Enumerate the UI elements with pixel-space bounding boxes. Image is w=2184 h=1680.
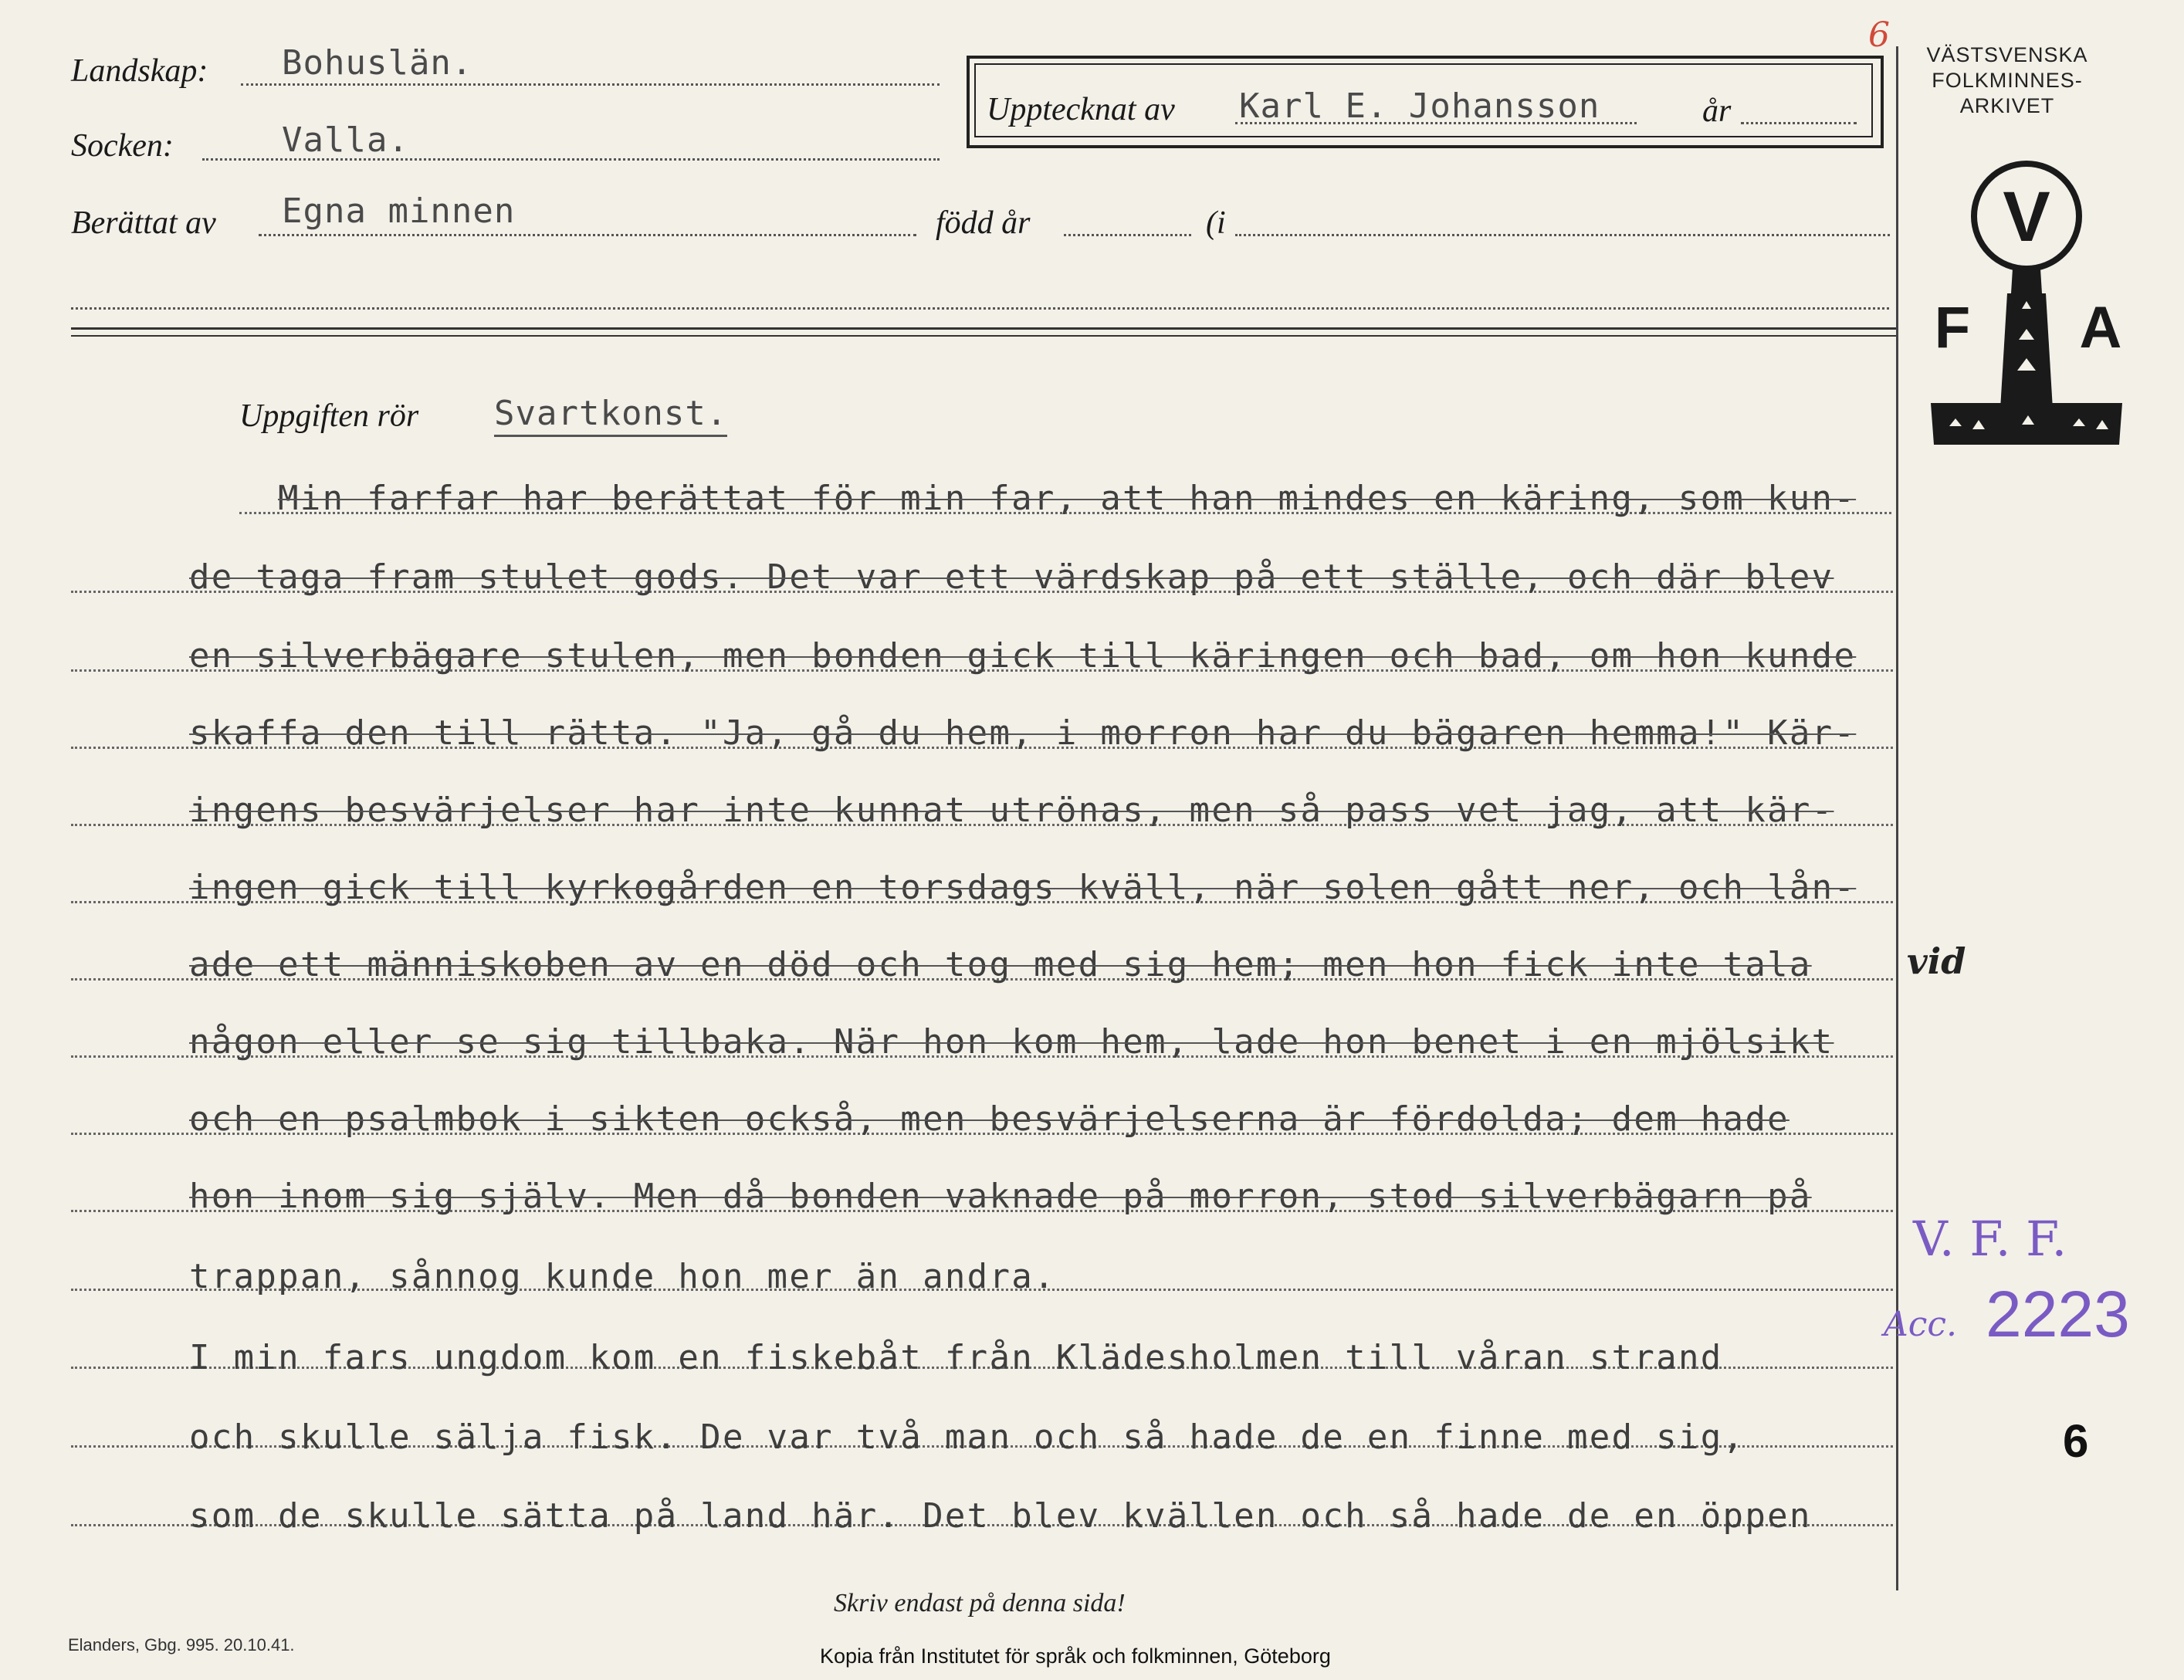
uppt-label: Upptecknat av xyxy=(987,92,1175,127)
body-line-3: en silverbägare stulen, men bonden gick till käringen och bad, om hon kunde xyxy=(189,636,1857,676)
vff-stamp-line: V. F. F. xyxy=(1913,1211,2067,1267)
paren-label: (i xyxy=(1206,205,1226,241)
landskap-value: Bohuslän. xyxy=(282,43,473,83)
header-rule-bottom xyxy=(71,335,1897,337)
body-line-11: trappan, sånnog kunde hon mer än andra. xyxy=(189,1257,1056,1296)
header-rule-top xyxy=(71,327,1897,330)
archive-name-line3: ARKIVET xyxy=(1959,94,2055,117)
landskap-label: Landskap: xyxy=(71,53,208,89)
body-line-1: Min farfar har berättat för min far, att han mindes en käring, som kun- xyxy=(278,479,1857,518)
archive-name-line1: VÄSTSVENSKA xyxy=(1926,43,2088,66)
vfa-logo xyxy=(1926,154,2127,479)
body-line-8: någon eller se sig tillbaka. När hon kom hem, lade hon benet i en mjölsikt xyxy=(189,1022,1834,1062)
margin-rule xyxy=(1896,46,1898,1590)
uppt-value: Karl E. Johansson xyxy=(1239,86,1600,126)
fodd-label: född år xyxy=(936,205,1031,241)
subject-label: Uppgiften rör xyxy=(239,398,419,434)
logo-right-letter: A xyxy=(2079,295,2122,361)
footer-instruction: Skriv endast på denna sida! xyxy=(834,1589,1126,1617)
body-line-12: I min fars ungdom kom en fiskebåt från Klädesholmen till våran strand xyxy=(189,1338,1723,1377)
berattat-dotted-line xyxy=(259,234,916,236)
paren-dotted-line xyxy=(1235,234,1890,236)
socken-label: Socken: xyxy=(71,128,174,164)
ar-label: år xyxy=(1702,93,1732,129)
logo-left-letter: F xyxy=(1934,295,1971,361)
ar-dotted-line xyxy=(1741,122,1857,124)
copyright-note: Kopia från Institutet för språk och folkminnen, Göteborg xyxy=(820,1644,1331,1668)
acc-stamp-number: 2223 xyxy=(1986,1278,2130,1350)
berattat-value: Egna minnen xyxy=(282,191,516,231)
body-line-13: och skulle sälja fisk. De var två man och så hade de en finne med sig, xyxy=(189,1418,1746,1457)
body-line-4: skaffa den till rätta. "Ja, gå du hem, i morron har du bägaren hemma!" Kär- xyxy=(189,713,1857,753)
blank-dotted-line xyxy=(71,307,1889,310)
printer-imprint: Elanders, Gbg. 995. 20.10.41. xyxy=(68,1635,295,1655)
body-line-5: ingens besvärjelser har inte kunnat utrönas, men så pass vet jag, att kär- xyxy=(189,791,1834,830)
corner-handwritten-number: 6 xyxy=(1868,15,1890,55)
body-line-9: och en psalmbok i sikten också, men besvärjelserna är fördolda; dem hade xyxy=(189,1099,1790,1139)
margin-handwritten-word: vid xyxy=(1907,940,1966,982)
landskap-dotted-line xyxy=(241,83,940,86)
subject-value: Svartkonst. xyxy=(494,394,727,437)
body-line-2: de taga fram stulet gods. Det var ett värdskap på ett ställe, och där blev xyxy=(189,557,1834,597)
page-number: 6 xyxy=(2063,1415,2089,1467)
hammer-ring-icon xyxy=(2011,269,2042,293)
body-line-10: hon inom sig själv. Men då bonden vaknade på morron, stod silverbägarn på xyxy=(189,1177,1812,1216)
fodd-dotted-line xyxy=(1064,234,1191,236)
socken-value: Valla. xyxy=(282,120,409,160)
archive-name-line2: FOLKMINNES- xyxy=(1932,69,2083,92)
body-line-6: ingen gick till kyrkogården en torsdags kväll, när solen gått ner, och lån- xyxy=(189,868,1857,907)
body-line-7: ade ett människoben av en död och tog med sig hem; men hon fick inte tala xyxy=(189,945,1812,984)
body-line-14: som de skulle sätta på land här. Det blev kvällen och så hade de en öppen xyxy=(189,1496,1812,1536)
logo-circle-letter: V xyxy=(2003,178,2050,256)
acc-stamp-label: Acc. xyxy=(1884,1305,1958,1344)
archive-name xyxy=(1907,42,2108,119)
berattat-label: Berättat av xyxy=(71,205,216,241)
hammer-shaft-icon xyxy=(2000,293,2053,409)
